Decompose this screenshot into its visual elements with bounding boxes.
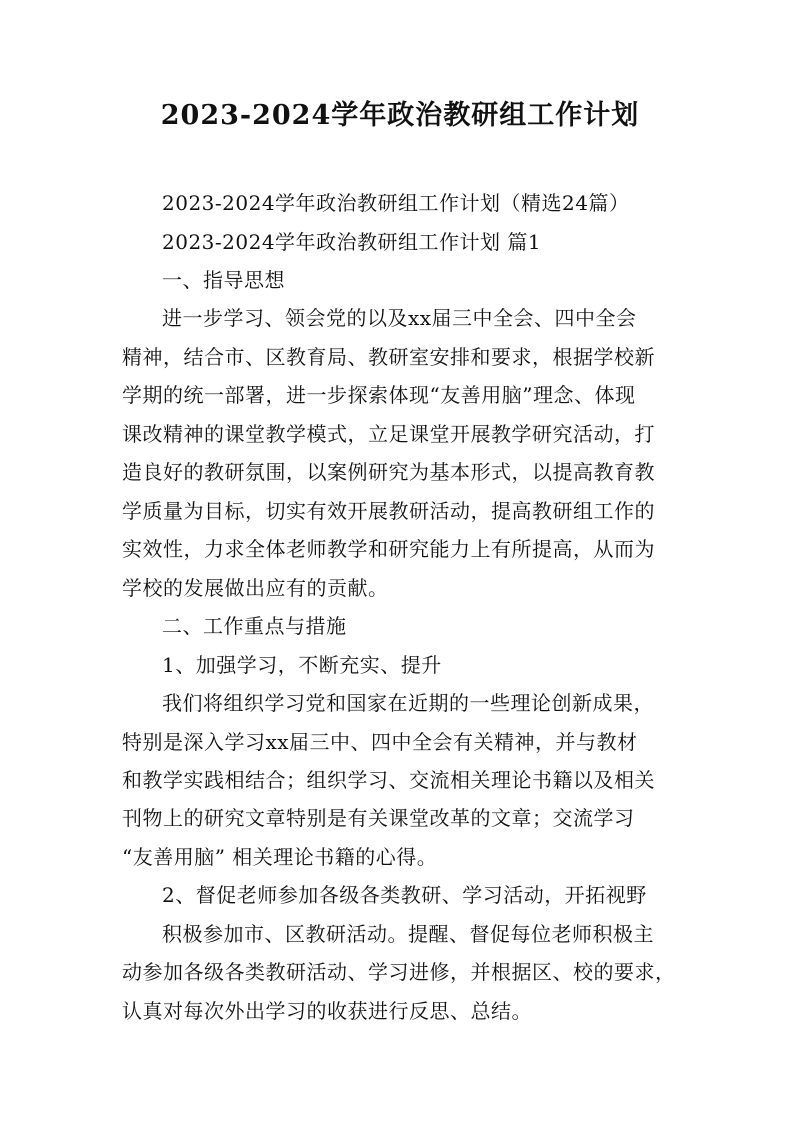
paragraph-line: 造良好的教研氛围，以案例研究为基本形式，以提高教育教 <box>122 460 655 484</box>
subtitle-article: 2023-2024学年政治教研组工作计划 篇1 <box>162 230 542 254</box>
subsection-heading-activities: 2、督促老师参加各级各类教研、学习活动，开拓视野 <box>162 883 647 907</box>
paragraph-line: 刊物上的研究文章特别是有关课堂改革的文章；交流学习 <box>122 806 635 830</box>
paragraph-line: 认真对每次外出学习的收获进行反思、总结。 <box>122 999 532 1023</box>
paragraph-line: 动参加各级各类教研活动、学习进修，并根据区、校的要求， <box>122 960 676 984</box>
paragraph-line: 学期的统一部署，进一步探索体现“友善用脑”理念、体现 <box>122 383 636 407</box>
paragraph-line: 特别是深入学习xx届三中、四中全会有关精神，并与教材 <box>122 730 638 754</box>
paragraph-line: 学质量为目标，切实有效开展教研活动，提高教研组工作的 <box>122 499 655 523</box>
subsection-heading-study: 1、加强学习，不断充实、提升 <box>162 653 442 677</box>
paragraph-line: 实效性，力求全体老师教学和研究能力上有所提高，从而为 <box>122 537 655 561</box>
section-heading-work-focus: 二、工作重点与措施 <box>162 614 347 638</box>
subtitle-selection: 2023-2024学年政治教研组工作计划（精选24篇） <box>162 191 630 215</box>
paragraph-line: 学校的发展做出应有的贡献。 <box>122 576 389 600</box>
paragraph-line: 精神，结合市、区教育局、教研室安排和要求，根据学校新 <box>122 345 655 369</box>
section-heading-guiding-ideology: 一、指导思想 <box>162 268 285 292</box>
paragraph-line: 课改精神的课堂教学模式，立足课堂开展教学研究活动，打 <box>122 422 655 446</box>
paragraph-line: 和教学实践相结合；组织学习、交流相关理论书籍以及相关 <box>122 768 655 792</box>
paragraph-line: 积极参加市、区教研活动。提醒、督促每位老师积极主 <box>162 922 654 946</box>
paragraph-line: 我们将组织学习党和国家在近期的一些理论创新成果， <box>162 691 654 715</box>
paragraph-line: “友善用脑” 相关理论书籍的心得。 <box>122 845 438 869</box>
document-title: 2023-2024学年政治教研组工作计划 <box>160 100 640 131</box>
paragraph-line: 进一步学习、领会党的以及xx届三中全会、四中全会 <box>162 306 637 330</box>
